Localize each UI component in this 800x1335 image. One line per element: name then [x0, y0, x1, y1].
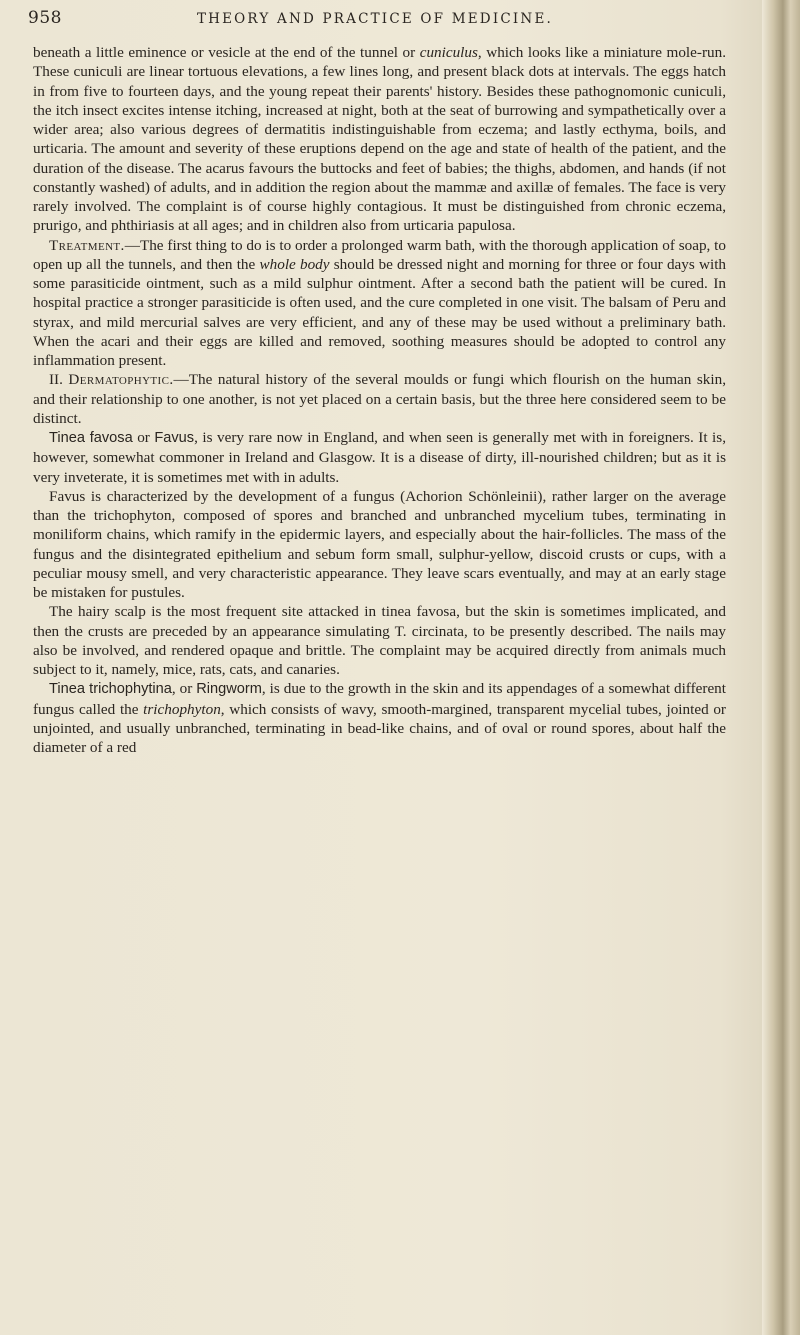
paragraph-favus-sites: [33, 602, 726, 679]
text-segment: Tinea trichophytina: [49, 681, 172, 698]
text-segment: —The natural history of the several moulds or fungi which flourish on the human skin, and their relationship to one another, is not yet placed on a certain basis, but the three here considered seem to be distinct.: [33, 371, 726, 427]
text-segment: —The first thing to do is to order a prolonged warm bath, with the thorough application of soap, to open up all the tunnels, and then the: [33, 236, 726, 273]
paragraph-ringworm: [33, 679, 726, 757]
text-segment: Favus: [154, 430, 195, 446]
page-edge: [762, 0, 800, 1335]
page-number: 958: [28, 8, 62, 28]
paragraph-dermatophytic: [33, 370, 726, 428]
text-segment: II.: [49, 371, 69, 389]
paragraph-tinea-favosa: [33, 428, 726, 487]
text-segment: beneath a little eminence or vesicle at the end of the tunnel or: [33, 44, 420, 61]
text-segment: , is due to the growth in the skin and its appendages of a somewhat different fungus called the: [33, 680, 726, 718]
text-segment: Tinea favosa: [49, 430, 133, 446]
body-text: [33, 43, 726, 757]
text-segment: , or: [171, 680, 197, 698]
text-segment: Favus is characterized by the development of a fungus (Achorion Schönleinii), rather larger on the average than the trichophyton, composed of spores and branched and unbranched mycelium tubes, terminating in moniliform chains, which ramify in the epidermic layers, and especially about the hair-follicles. The mass of the fungus and the disintegrated epithelium and sebum form small, sulphur-yellow, discoid crusts or cups, with a peculiar mousy smell, and very characteristic appearance. They leave scars eventually, and may at an early stage be mistaken for pustules.: [33, 487, 726, 601]
text-segment: should be dressed night and morning for three or four days with some parasiticide ointment, such as a mild sulphur ointment. After a second bath the patient will be cured. In hospital practice a stronger parasiticide is often used, and the cure completed in one visit. The balsam of Peru and styrax, and mild mercurial salves are very efficient, and any of these may be used without a preliminary bath. When the acari and their eggs are killed and removed, soothing measures should be adopted to control any inflammation present.: [33, 255, 727, 369]
text-segment: , is very rare now in England, and when seen is generally met with in foreigners. It is, however, somewhat commoner in Ireland and Glasgow. It is a disease of dirty, ill-nourished children; but as it is very inveterate, it is sometimes met with in adults.: [33, 429, 726, 486]
running-head: THEORY AND PRACTICE OF MEDICINE.: [196, 11, 553, 27]
text-segment: Dermatophytic.: [68, 371, 174, 389]
text-segment: , which consists of wavy, smooth-margined, transparent mycelial tubes, jointed or unjointed, and usually unbranched, terminating in bead-like chains, and of oval or round spores, about half the diameter of a red: [33, 700, 726, 756]
paragraph-treatment: [33, 236, 726, 371]
text-segment: The hairy scalp is the most frequent site attacked in tinea favosa, but the skin is sometimes implicated, and then the crusts are preceded by an appearance simulating T. circinata, to be presently described. The nails may also be involved, and rendered opaque and brittle. The complaint may be acquired directly from animals much subject to it, namely, mice, rats, cats, and canaries.: [33, 603, 726, 678]
text-segment: cuniculus: [419, 44, 478, 61]
text-segment: , which looks like a miniature mole-run. These cuniculi are linear tortuous elevations, a few lines long, and present black dots at intervals. The eggs hatch in from five to fourteen days, and the young repeat their parents' history. Besides these pathognomonic cuniculi, the itch insect excites intense itching, increased at night, both at the seat of burrowing and sympathetically over a wider area; also various degrees of dermatitis indistinguishable from eczema; and lastly ecthyma, boils, and urticaria. The amount and severity of these eruptions depend on the age and state of health of the patient, and the duration of the disease. The acarus favours the buttocks and feet of babies; the thighs, abdomen, and hands (if not constantly washed) of adults, and in addition the region about the mammæ and axillæ of females. The face is very rarely involved. The complaint is of course highly contagious. It must be distinguished from chronic eczema, prurigo, and phthiriasis at all ages; and in children also from urticaria papulosa.: [33, 44, 726, 235]
paragraph-favus-description: [33, 487, 726, 603]
text-segment: or: [132, 429, 155, 446]
paragraph-cuniculus: [33, 43, 726, 236]
page-header: [28, 8, 728, 40]
text-segment: trichophyton: [143, 700, 221, 718]
text-segment: Ringworm: [196, 681, 262, 698]
text-segment: whole body: [259, 255, 330, 273]
text-segment: Treatment.: [49, 236, 125, 254]
